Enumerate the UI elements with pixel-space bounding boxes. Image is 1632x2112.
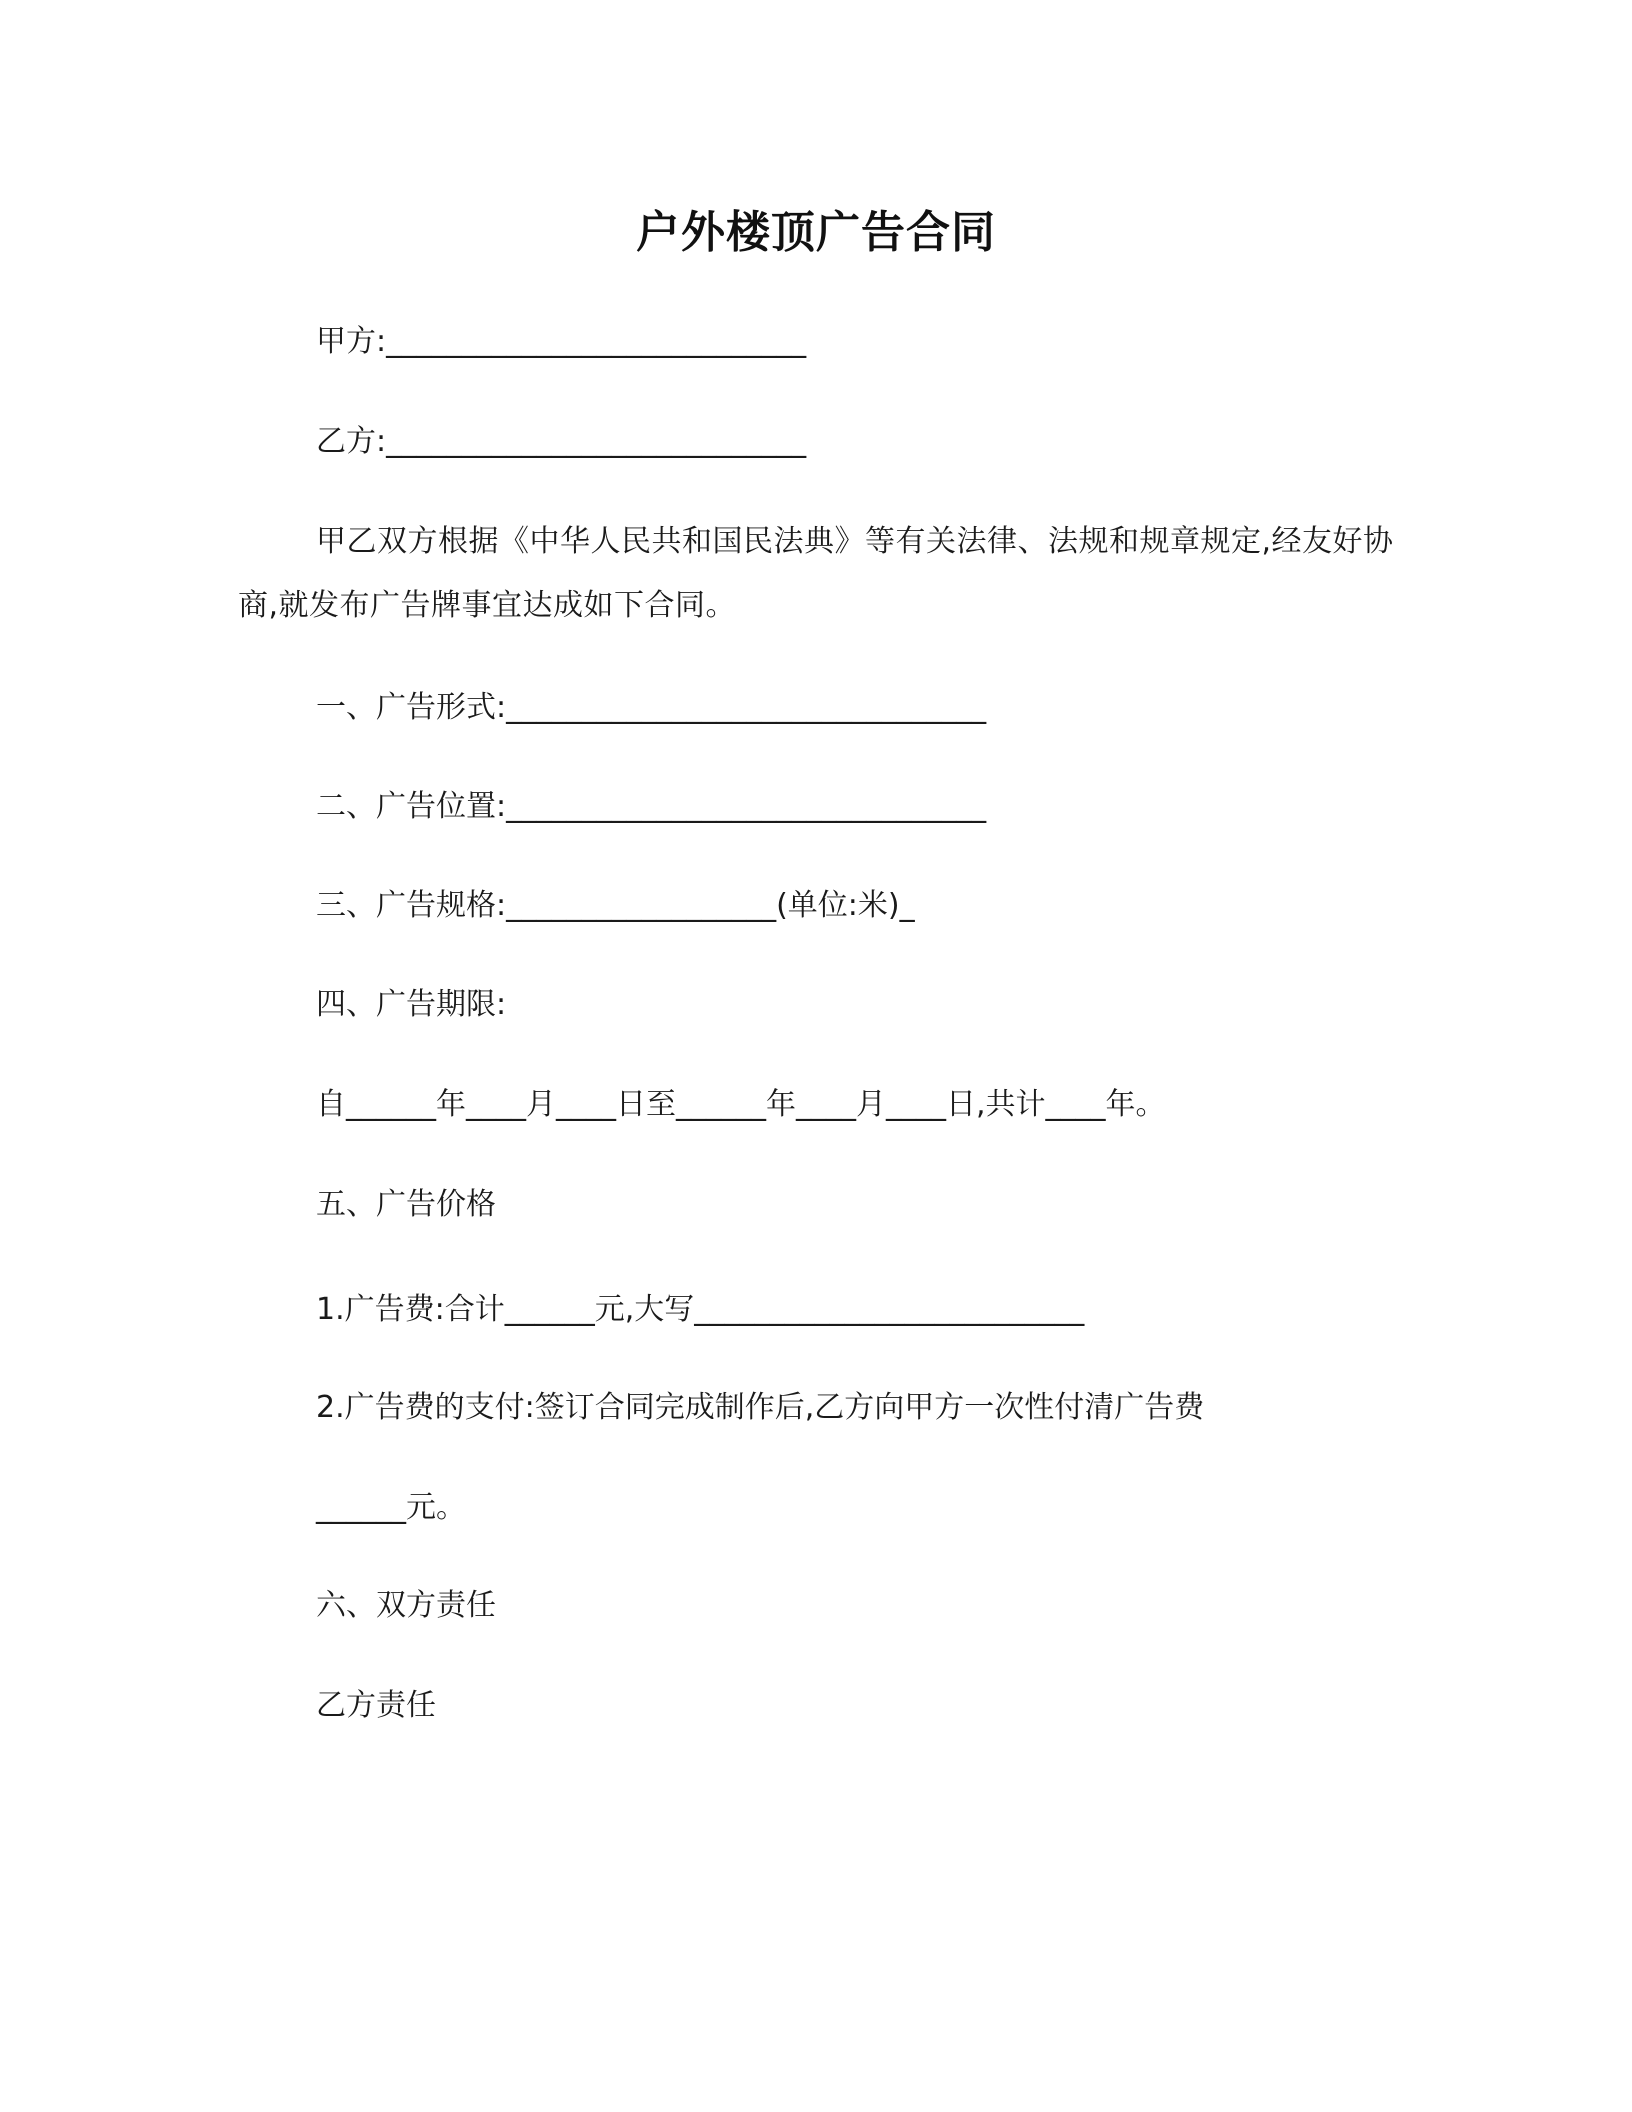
section-5-payment: 2.广告费的支付:签订合同完成制作后,乙方向甲方一次性付清广告费 <box>316 1390 1205 1425</box>
section-4-ad-term: 四、广告期限: <box>316 987 507 1022</box>
section-6-party-b: 乙方责任 <box>316 1688 436 1723</box>
party-b-line: 乙方:____________________________ <box>316 424 807 459</box>
section-5-payment-amount: ______元。 <box>316 1490 466 1525</box>
section-1-ad-form: 一、广告形式:________________________________ <box>316 690 987 725</box>
section-5-ad-price: 五、广告价格 <box>316 1187 496 1222</box>
intro-paragraph: 甲乙双方根据《中华人民共和国民法典》等有关法律、法规和规章规定,经友好协商,就发布广告牌事宜达成如下合同。 <box>238 524 1394 623</box>
section-4-period: 自______年____月____日至______年____月____日,共计____年。 <box>316 1087 1166 1122</box>
document-title: 户外楼顶广告合同 <box>636 207 996 258</box>
party-a-line: 甲方:____________________________ <box>316 324 807 359</box>
section-6-responsibilities: 六、双方责任 <box>316 1588 496 1623</box>
section-2-ad-location: 二、广告位置:________________________________ <box>316 789 987 824</box>
section-3-ad-size: 三、广告规格:__________________(单位:米)_ <box>316 888 915 923</box>
section-5-fee: 1.广告费:合计______元,大写__________________________ <box>316 1292 1085 1327</box>
